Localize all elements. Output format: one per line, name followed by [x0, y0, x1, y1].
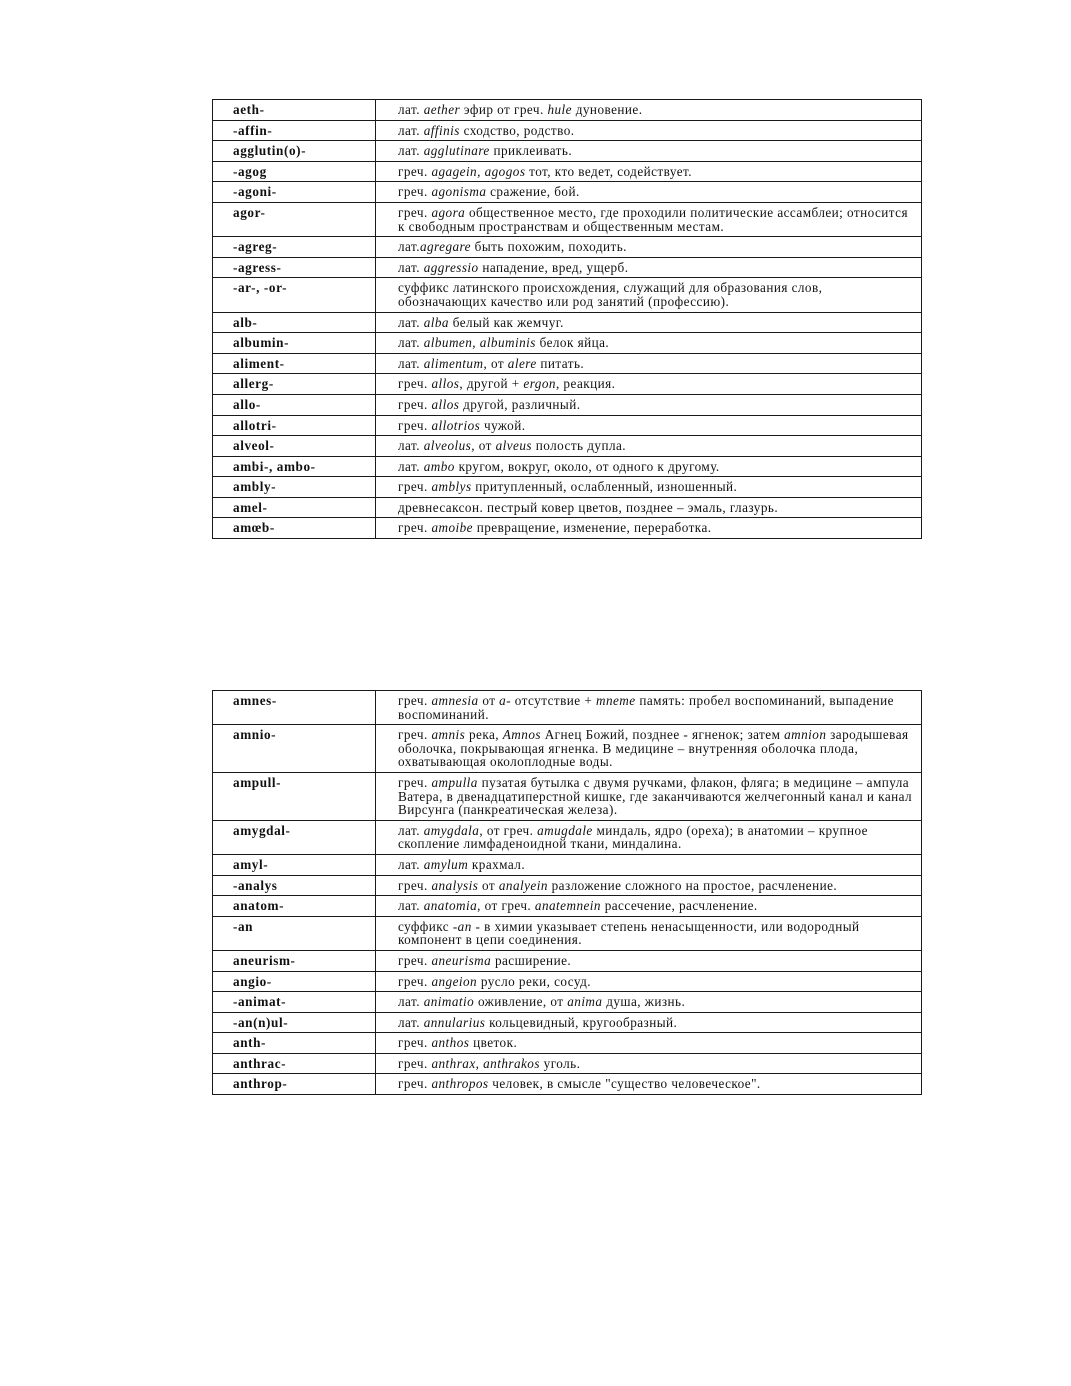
definition-italic-term: anthropos	[431, 1076, 489, 1092]
definition-italic-term: amnis	[431, 727, 466, 743]
definition-cell	[376, 312, 922, 333]
glossary-row	[213, 257, 922, 278]
definition-italic-term: animatio	[423, 994, 475, 1010]
definition-italic-term: anatomia	[423, 898, 478, 914]
definition-text: чужой.	[480, 417, 526, 433]
definition-text: нападение, вред, ущерб.	[478, 259, 629, 275]
definition-cell	[376, 456, 922, 477]
definition-cell	[376, 1074, 922, 1095]
definition-italic-term: aggressio	[423, 259, 479, 275]
glossary-row	[213, 1053, 922, 1074]
definition-text: лат.	[398, 355, 424, 371]
definition-italic-term: amblys	[431, 479, 472, 495]
definition-text: греч.	[398, 417, 432, 433]
definition-text: лат.	[398, 898, 424, 914]
definition-text: суффикс	[398, 918, 453, 934]
glossary-row	[213, 971, 922, 992]
definition-cell	[376, 394, 922, 415]
definition-text: , реакция.	[555, 376, 616, 392]
definition-cell	[376, 141, 922, 162]
term-cell: amnio-	[213, 725, 376, 773]
definition-text: эфир от греч.	[460, 102, 548, 117]
definition-cell	[376, 257, 922, 278]
definition-cell	[376, 161, 922, 182]
definition-text: миндаль, ядро (ореха); в анатомии – крупное скопление лимфаденоидной ткани, миндалина.	[398, 822, 868, 852]
definition-italic-term: alere	[507, 355, 537, 371]
glossary-row	[213, 202, 922, 236]
term-cell: aneurism-	[213, 950, 376, 971]
definition-cell	[376, 100, 922, 121]
definition-text: лат.	[398, 856, 424, 872]
definition-cell	[376, 725, 922, 773]
glossary-row	[213, 518, 922, 539]
definition-text: русло реки, сосуд.	[477, 973, 592, 989]
definition-cell	[376, 202, 922, 236]
definition-italic-term: allotrios	[431, 417, 481, 433]
term-cell: -agoni-	[213, 182, 376, 203]
term-cell: amygdal-	[213, 820, 376, 854]
glossary-row	[213, 992, 922, 1013]
definition-italic-term: agora	[431, 204, 466, 220]
glossary-row	[213, 278, 922, 312]
definition-text: лат.	[398, 102, 424, 117]
definition-text: лат.	[398, 314, 424, 330]
term-cell: -agreg-	[213, 237, 376, 258]
definition-text: греч.	[398, 184, 432, 200]
definition-text: приклеивать.	[489, 143, 573, 159]
definition-italic-term: ampulla	[431, 774, 478, 790]
definition-text: крахмал.	[468, 856, 526, 872]
definition-italic-term: analyein	[498, 877, 548, 893]
glossary-row	[213, 725, 922, 773]
definition-text: зародышевая оболочка, покрывающая ягненка. В медицине – внутренняя оболочка плода, охватывающая околоплодные воды.	[398, 727, 909, 770]
definition-text: кольцевидный, кругообразный.	[485, 1014, 678, 1030]
definition-cell	[376, 120, 922, 141]
definition-cell	[376, 518, 922, 539]
term-cell: anthrac-	[213, 1053, 376, 1074]
definition-cell	[376, 772, 922, 820]
definition-text: белок яйца.	[535, 335, 610, 351]
definition-text: Агнец Божий, позднее - ягненок; затем	[540, 727, 785, 743]
definition-text: лат.	[398, 259, 424, 275]
definition-text: отсутствие +	[511, 693, 596, 708]
term-cell: amel-	[213, 497, 376, 518]
glossary-row	[213, 100, 922, 121]
definition-text: сходство, родство.	[459, 122, 575, 138]
term-cell: albumin-	[213, 333, 376, 354]
definition-text: пузатая бутылка с двумя ручками, флакон, фляга; в медицине – ампула Ватера, в двенадцатиперстной кишке, где заканчиваются желчегонный канал и канал Вирсунга (панкреатическая железа).	[398, 774, 913, 818]
definition-cell	[376, 237, 922, 258]
glossary-row	[213, 875, 922, 896]
definition-text: лат.	[398, 239, 420, 255]
definition-text: греч.	[398, 877, 432, 893]
definition-cell	[376, 875, 922, 896]
definition-italic-term: anima	[567, 994, 603, 1010]
term-cell: aliment-	[213, 353, 376, 374]
definition-text: суффикс латинского происхождения, служащий для образования слов, обозначающих качество или род занятий (профессию).	[398, 280, 823, 309]
definition-cell	[376, 1053, 922, 1074]
definition-italic-term: amugdale	[537, 822, 593, 838]
definition-cell	[376, 916, 922, 950]
term-cell: amyl-	[213, 854, 376, 875]
term-cell: -affin-	[213, 120, 376, 141]
definition-text: цветок.	[469, 1035, 518, 1051]
definition-text: быть похожим, походить.	[470, 239, 627, 255]
definition-text: греч.	[398, 163, 432, 179]
definition-italic-term: hule	[547, 102, 572, 117]
definition-text: белый как жемчуг.	[448, 314, 564, 330]
definition-italic-term: amoibe	[431, 520, 473, 536]
definition-text: память: пробел воспоминаний, выпадение воспоминаний.	[398, 693, 894, 722]
definition-italic-term: alba	[423, 314, 449, 330]
definition-italic-term: alveus	[495, 438, 532, 454]
glossary-row	[213, 854, 922, 875]
glossary-row	[213, 772, 922, 820]
definition-text: дуновение.	[571, 102, 643, 117]
definition-italic-term: annularius	[423, 1014, 486, 1030]
definition-italic-term: agglutinare	[423, 143, 490, 159]
term-cell: amnes-	[213, 691, 376, 725]
definition-text: тот, кто ведет, содействует.	[525, 163, 693, 179]
glossary-row	[213, 141, 922, 162]
definition-cell	[376, 1012, 922, 1033]
definition-italic-term: ergon	[523, 376, 556, 392]
definition-text: , другой +	[459, 376, 524, 392]
definition-italic-term: albumen, albuminis	[423, 335, 536, 351]
definition-italic-term: agagein, agogos	[431, 163, 526, 179]
definition-italic-term: affinis	[423, 122, 460, 138]
definition-text: от	[478, 693, 500, 708]
definition-text: , от греч.	[477, 898, 535, 914]
term-cell: aeth-	[213, 100, 376, 121]
glossary-row	[213, 353, 922, 374]
definition-italic-term: agregare	[419, 239, 471, 255]
definition-italic-term: -an	[452, 918, 472, 934]
definition-text: , от	[483, 355, 508, 371]
definition-italic-term: Amnos	[502, 727, 541, 743]
definition-italic-term: amygdala	[423, 822, 480, 838]
definition-text: греч.	[398, 727, 432, 743]
definition-text: лат.	[398, 1014, 424, 1030]
definition-italic-term: amnesia	[431, 693, 479, 708]
definition-cell	[376, 436, 922, 457]
definition-text: греч.	[398, 396, 432, 412]
definition-text: кругом, вокруг, около, от одного к другому.	[454, 458, 720, 474]
term-cell: anthrop-	[213, 1074, 376, 1095]
term-cell: ambly-	[213, 477, 376, 498]
definition-cell	[376, 353, 922, 374]
definition-italic-term: agonisma	[431, 184, 487, 200]
definition-text: человек, в смысле "существо человеческое".	[488, 1076, 761, 1092]
definition-text: оживление, от	[474, 994, 568, 1010]
definition-text: греч.	[398, 1035, 432, 1051]
glossary-row	[213, 456, 922, 477]
definition-text: греч.	[398, 520, 432, 536]
glossary-row	[213, 896, 922, 917]
definition-cell	[376, 820, 922, 854]
definition-cell	[376, 477, 922, 498]
glossary-row	[213, 374, 922, 395]
definition-text: греч.	[398, 1076, 432, 1092]
definition-text: - в химии указывает степень ненасыщенности, или водородный компонент в цепи соединения.	[398, 918, 860, 948]
term-cell: angio-	[213, 971, 376, 992]
glossary-row	[213, 436, 922, 457]
term-cell: agor-	[213, 202, 376, 236]
definition-cell	[376, 1033, 922, 1054]
term-cell: -an(n)ul-	[213, 1012, 376, 1033]
glossary-row	[213, 415, 922, 436]
term-cell: anth-	[213, 1033, 376, 1054]
glossary-row	[213, 120, 922, 141]
definition-text: лат.	[398, 994, 424, 1010]
definition-text: греч.	[398, 479, 432, 495]
term-cell: -agog	[213, 161, 376, 182]
definition-text: греч.	[398, 973, 432, 989]
glossary-row	[213, 161, 922, 182]
definition-text: разложение сложного на простое, расчленение.	[547, 877, 838, 893]
term-cell: allotri-	[213, 415, 376, 436]
definition-cell	[376, 971, 922, 992]
glossary-row	[213, 237, 922, 258]
definition-cell	[376, 854, 922, 875]
term-cell: ampull-	[213, 772, 376, 820]
definition-italic-term: anthos	[431, 1035, 470, 1051]
definition-text: от	[475, 438, 496, 454]
definition-cell	[376, 691, 922, 725]
definition-text: греч.	[398, 376, 432, 392]
glossary-row	[213, 820, 922, 854]
glossary-row	[213, 950, 922, 971]
definition-italic-term: alimentum	[423, 355, 484, 371]
definition-text: лат.	[398, 438, 424, 454]
definition-text: лат.	[398, 458, 424, 474]
definition-italic-term: anthrax, anthrakos	[431, 1055, 540, 1071]
definition-text: лат.	[398, 335, 424, 351]
definition-italic-term: allos	[431, 376, 460, 392]
term-cell: allo-	[213, 394, 376, 415]
glossary-table-2	[212, 690, 922, 1095]
glossary-row	[213, 1012, 922, 1033]
definition-italic-term: a-	[499, 693, 512, 708]
glossary-table-1	[212, 99, 922, 539]
definition-text: , от греч.	[479, 822, 538, 838]
term-cell: ambi-, ambo-	[213, 456, 376, 477]
definition-text: другой, различный.	[459, 396, 581, 412]
definition-text: полость дупла.	[531, 438, 627, 454]
definition-text: греч.	[398, 693, 432, 708]
term-cell: amœb-	[213, 518, 376, 539]
glossary-row	[213, 916, 922, 950]
definition-italic-term: ambo	[423, 458, 455, 474]
term-cell: agglutin(o)-	[213, 141, 376, 162]
glossary-row	[213, 691, 922, 725]
definition-italic-term: mneme	[595, 693, 636, 708]
definition-text: расширение.	[491, 952, 572, 968]
glossary-row	[213, 477, 922, 498]
definition-italic-term: allos	[431, 396, 460, 412]
definition-cell	[376, 992, 922, 1013]
definition-text: питать.	[536, 355, 585, 371]
definition-cell	[376, 333, 922, 354]
definition-text: греч.	[398, 774, 432, 790]
definition-text: душа, жизнь.	[602, 994, 686, 1010]
definition-text: сражение, бой.	[486, 184, 580, 200]
definition-cell	[376, 182, 922, 203]
definition-cell	[376, 950, 922, 971]
definition-text: греч.	[398, 1055, 432, 1071]
definition-text: лат.	[398, 822, 424, 838]
definition-cell	[376, 374, 922, 395]
definition-text: общественное место, где проходили политические ассамблеи; относится к свободным пространствам и общественным местам.	[398, 204, 908, 234]
definition-italic-term: alveolus,	[423, 438, 476, 454]
definition-text: рассечение, расчленение.	[600, 898, 758, 914]
term-cell: -ar-, -or-	[213, 278, 376, 312]
term-cell: alb-	[213, 312, 376, 333]
definition-text: древнесаксон. пестрый ковер цветов, позднее – эмаль, глазурь.	[398, 499, 779, 515]
definition-text: лат.	[398, 143, 424, 159]
definition-cell	[376, 415, 922, 436]
glossary-row	[213, 333, 922, 354]
definition-text: греч.	[398, 952, 432, 968]
definition-text: превращение, изменение, переработка.	[473, 520, 712, 536]
definition-italic-term: anatemnein	[534, 898, 601, 914]
definition-italic-term: angeion	[431, 973, 478, 989]
term-cell: -agress-	[213, 257, 376, 278]
definition-text: река,	[465, 727, 503, 743]
glossary-row	[213, 497, 922, 518]
definition-italic-term: aneurisma	[431, 952, 492, 968]
glossary-row	[213, 312, 922, 333]
definition-text: уголь.	[539, 1055, 581, 1071]
definition-cell	[376, 497, 922, 518]
glossary-row	[213, 182, 922, 203]
term-cell: anatom-	[213, 896, 376, 917]
definition-italic-term: analysis	[431, 877, 479, 893]
term-cell: -analys	[213, 875, 376, 896]
definition-italic-term: amnion	[784, 727, 827, 743]
definition-italic-term: amylum	[423, 856, 469, 872]
glossary-row	[213, 394, 922, 415]
definition-text: притупленный, ослабленный, изношенный.	[471, 479, 738, 495]
definition-cell	[376, 278, 922, 312]
definition-cell	[376, 896, 922, 917]
definition-text: от	[478, 877, 499, 893]
term-cell: alveol-	[213, 436, 376, 457]
term-cell: -animat-	[213, 992, 376, 1013]
glossary-row	[213, 1074, 922, 1095]
term-cell: allerg-	[213, 374, 376, 395]
glossary-row	[213, 1033, 922, 1054]
term-cell: -an	[213, 916, 376, 950]
definition-text: лат.	[398, 122, 424, 138]
definition-italic-term: aether	[423, 102, 461, 117]
definition-text: греч.	[398, 204, 432, 220]
